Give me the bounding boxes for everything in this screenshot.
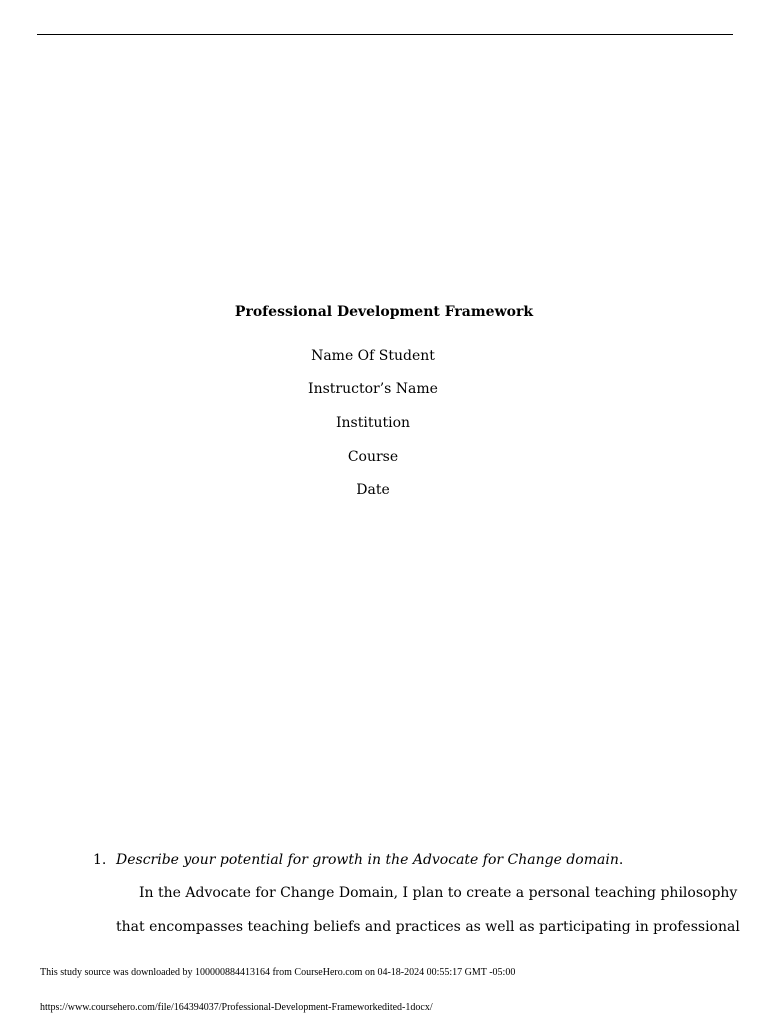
question-period: . — [618, 852, 624, 868]
footer-source-note: This study source was downloaded by 100000884413164 from CourseHero.com on 04-18-2024 00:55:17 GMT -05:00 — [40, 967, 516, 978]
header-rule — [37, 34, 733, 35]
course: Course — [347, 449, 399, 465]
student-name: Name Of Student — [311, 348, 435, 364]
footer-url[interactable]: https://www.coursehero.com/file/164394037/Professional-Development-Frameworkedited-1docx/ — [40, 1002, 433, 1013]
question-item — [93, 851, 623, 869]
question-text: Describe your potential for growth in the Advocate for Change domain — [116, 852, 619, 868]
question-number: 1. — [93, 852, 107, 868]
document-title: Professional Development Framework — [234, 304, 534, 320]
date: Date — [356, 482, 390, 498]
instructor-name: Instructor’s Name — [308, 381, 438, 397]
institution: Institution — [335, 415, 411, 431]
body-paragraph-line-1: In the Advocate for Change Domain, I plan to create a personal teaching philosophy — [139, 885, 738, 901]
body-paragraph-line-2: that encompasses teaching beliefs and practices as well as participating in professional — [116, 919, 740, 935]
